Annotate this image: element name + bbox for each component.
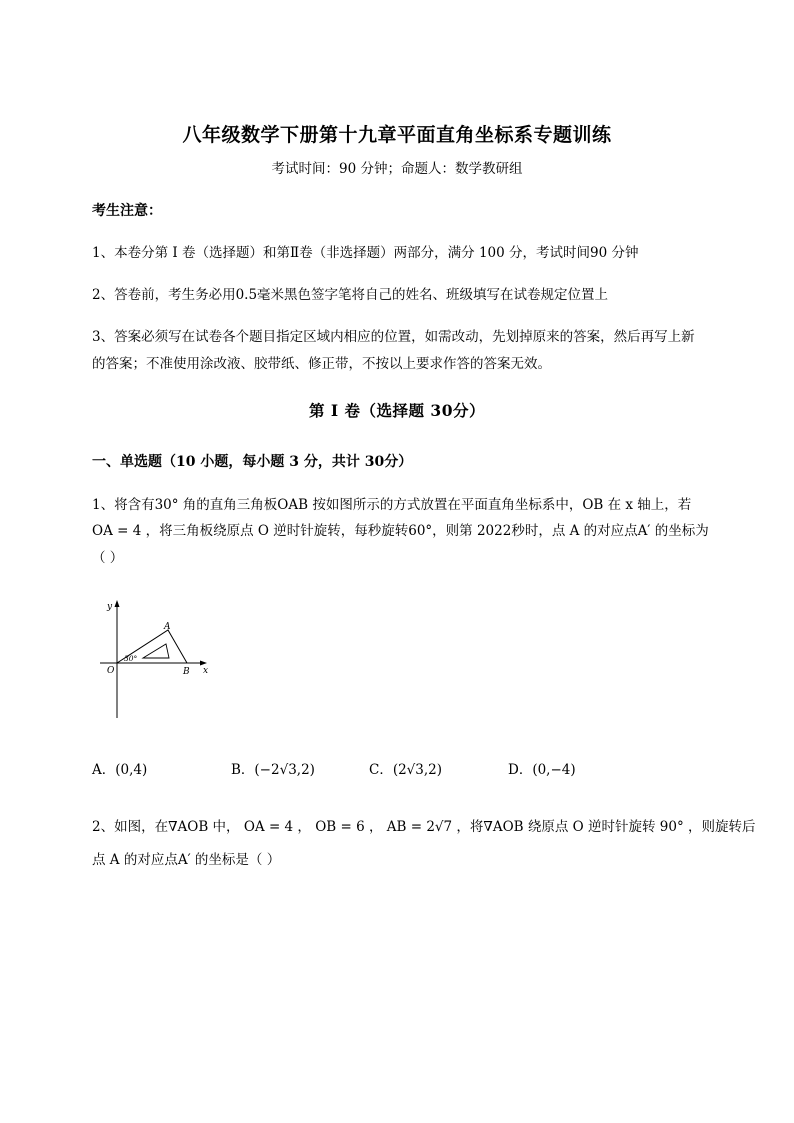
label-y: y (107, 602, 113, 612)
question-1-option-d: D．(0,−4) (508, 762, 576, 778)
notice-item-3: 3、答案必须写在试卷各个题目指定区域内相应的位置，如需改动，先划掉原来的答案，然后再写上新 (92, 329, 695, 345)
label-a: A (164, 622, 171, 632)
notice-heading: 考生注意： (92, 203, 162, 219)
section-1-heading: 一、单选题（10 小题，每小题 3 分，共计 30分） (92, 454, 413, 470)
notice-item-2: 2、答卷前，考生务必用0.5毫米黑色签字笔将自己的姓名、班级填写在试卷规定位置上 (92, 287, 609, 303)
label-angle: 30° (124, 654, 138, 663)
question-2-line-1: 2、如图，在∇AOB 中， OA = 4 ， OB = 6 ， AB = 2√7 ，将∇AOB 绕原点 O 逆时针旋转 90° ，则旋转后 (92, 819, 756, 835)
question-1-figure (98, 598, 216, 722)
exam-info: 考试时间：90 分钟；命题人：数学教研组 (271, 161, 523, 177)
question-1-answer-blank: （ ） (92, 550, 124, 566)
label-b: B (183, 667, 190, 677)
question-1-line-2: OA = 4 ，将三角板绕原点 O 逆时针旋转，每秒旋转60°，则第 2022秒时，点 A 的对应点A′ 的坐标为 (92, 523, 709, 539)
question-1-line-1: 1、将含有30° 角的直角三角板OAB 按如图所示的方式放置在平面直角坐标系中，OB 在 x 轴上，若 (92, 497, 692, 513)
y-axis-arrow (115, 600, 120, 607)
question-2-line-2: 点 A 的对应点A′ 的坐标是（ ） (92, 852, 281, 868)
label-o: O (107, 666, 115, 676)
page-title: 八年级数学下册第十九章平面直角坐标系专题训练 (182, 124, 612, 146)
notice-item-1: 1、本卷分第 I 卷（选择题）和第Ⅱ卷（非选择题）两部分，满分 100 分，考试时间90 分钟 (92, 245, 639, 261)
label-x: x (203, 666, 209, 676)
part-1-heading: 第 I 卷（选择题 30分） (308, 401, 485, 420)
x-axis-arrow (200, 661, 207, 666)
question-1-option-a: A．(0,4) (92, 762, 148, 778)
question-1-option-c: C．(2√3,2) (369, 762, 443, 778)
notice-item-3-continued: 的答案；不准使用涂改液、胶带纸、修正带，不按以上要求作答的答案无效。 (92, 356, 551, 372)
question-1-option-b: B．(−2√3,2) (231, 762, 315, 778)
triangle-cutout (143, 644, 169, 658)
